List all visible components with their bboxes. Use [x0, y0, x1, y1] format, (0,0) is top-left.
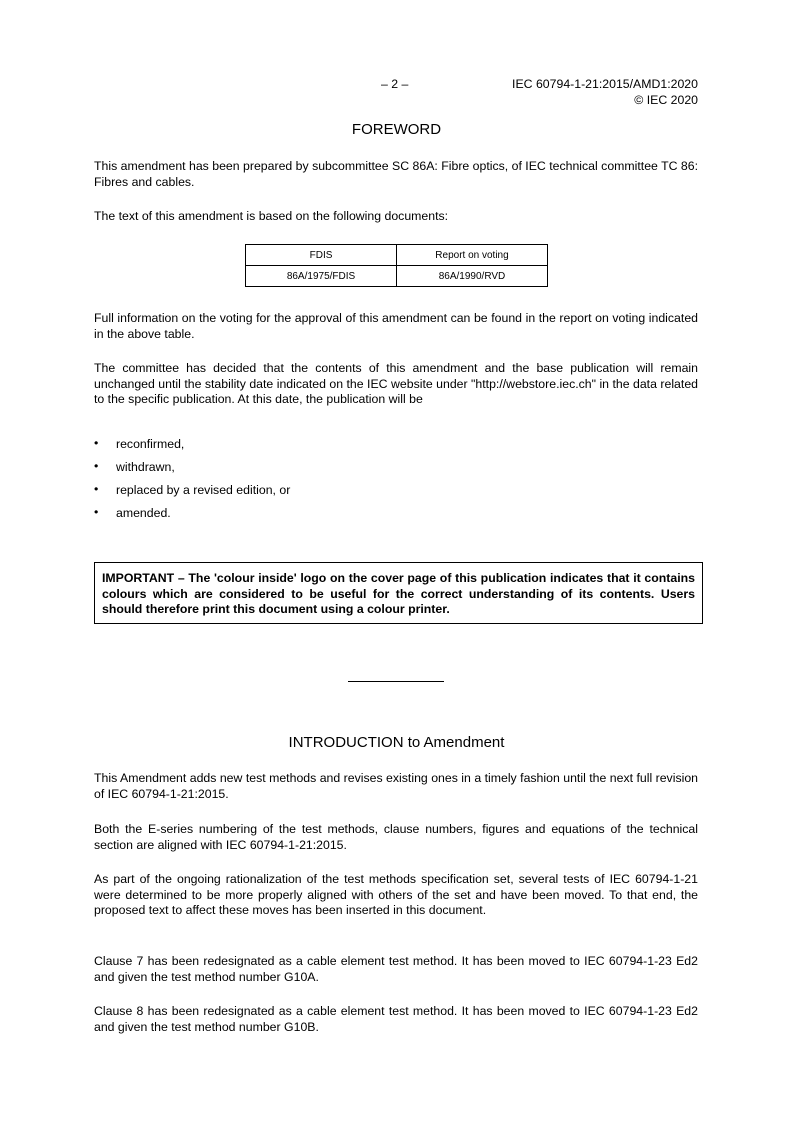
page-number: – 2 – [381, 77, 409, 91]
list-item-text: withdrawn, [116, 460, 175, 474]
list-item-text: amended. [116, 506, 171, 520]
bullet-icon: • [94, 459, 99, 473]
bullet-icon: • [94, 482, 99, 496]
table-row [246, 266, 548, 287]
voting-documents-table [245, 244, 548, 287]
table-header-row [246, 245, 548, 266]
table-cell-fdis: 86A/1975/FDIS [246, 266, 397, 287]
table-header-report: Report on voting [397, 245, 548, 266]
table-cell-rvd: 86A/1990/RVD [397, 266, 548, 287]
bullet-icon: • [94, 505, 99, 519]
foreword-paragraph-1: This amendment has been prepared by subcommittee SC 86A: Fibre optics, of IEC technical committee TC 86: Fibres and cables. [94, 159, 698, 189]
introduction-paragraph-4: Clause 7 has been redesignated as a cable element test method. It has been moved to IEC 60794-1-23 Ed2 and given the test method number G10A. [94, 954, 698, 984]
foreword-paragraph-3: Full information on the voting for the approval of this amendment can be found in the report on voting indicated in the above table. [94, 311, 698, 341]
list-item-text: reconfirmed, [116, 437, 185, 451]
foreword-paragraph-2: The text of this amendment is based on the following documents: [94, 209, 449, 223]
list-item-text: replaced by a revised edition, or [116, 483, 291, 497]
document-id: IEC 60794-1-21:2015/AMD1:2020 [512, 77, 698, 91]
copyright-notice: © IEC 2020 [634, 93, 698, 107]
introduction-title: INTRODUCTION to Amendment [288, 734, 505, 751]
introduction-paragraph-5: Clause 8 has been redesignated as a cable element test method. It has been moved to IEC 60794-1-23 Ed2 and given the test method number G10B. [94, 1004, 698, 1034]
introduction-paragraph-3: As part of the ongoing rationalization of the test methods specification set, several tests of IEC 60794-1-21 were determined to be more properly aligned with others of the set and have been moved. To that end, the proposed text to affect these moves has been inserted in this document. [94, 872, 698, 917]
introduction-paragraph-1: This Amendment adds new test methods and revises existing ones in a timely fashion until the next full revision of IEC 60794-1-21:2015. [94, 771, 698, 801]
bullet-icon: • [94, 436, 99, 450]
foreword-title: FOREWORD [351, 121, 442, 138]
table-header-fdis: FDIS [246, 245, 397, 266]
introduction-paragraph-2: Both the E-series numbering of the test methods, clause numbers, figures and equations of the technical section are aligned with IEC 60794-1-21:2015. [94, 822, 698, 852]
foreword-paragraph-4: The committee has decided that the contents of this amendment and the base publication will remain unchanged until the stability date indicated on the IEC website under "http://webstore.iec.ch" in the data related to the specific publication. At this date, the publication will be [94, 361, 698, 406]
important-notice-text: IMPORTANT – The 'colour inside' logo on the cover page of this publication indicates that it contains colours which are considered to be useful for the correct understanding of its contents. Users should therefore print this document using a colour printer. [102, 571, 695, 616]
section-divider [348, 681, 444, 682]
important-notice-box [94, 562, 703, 624]
